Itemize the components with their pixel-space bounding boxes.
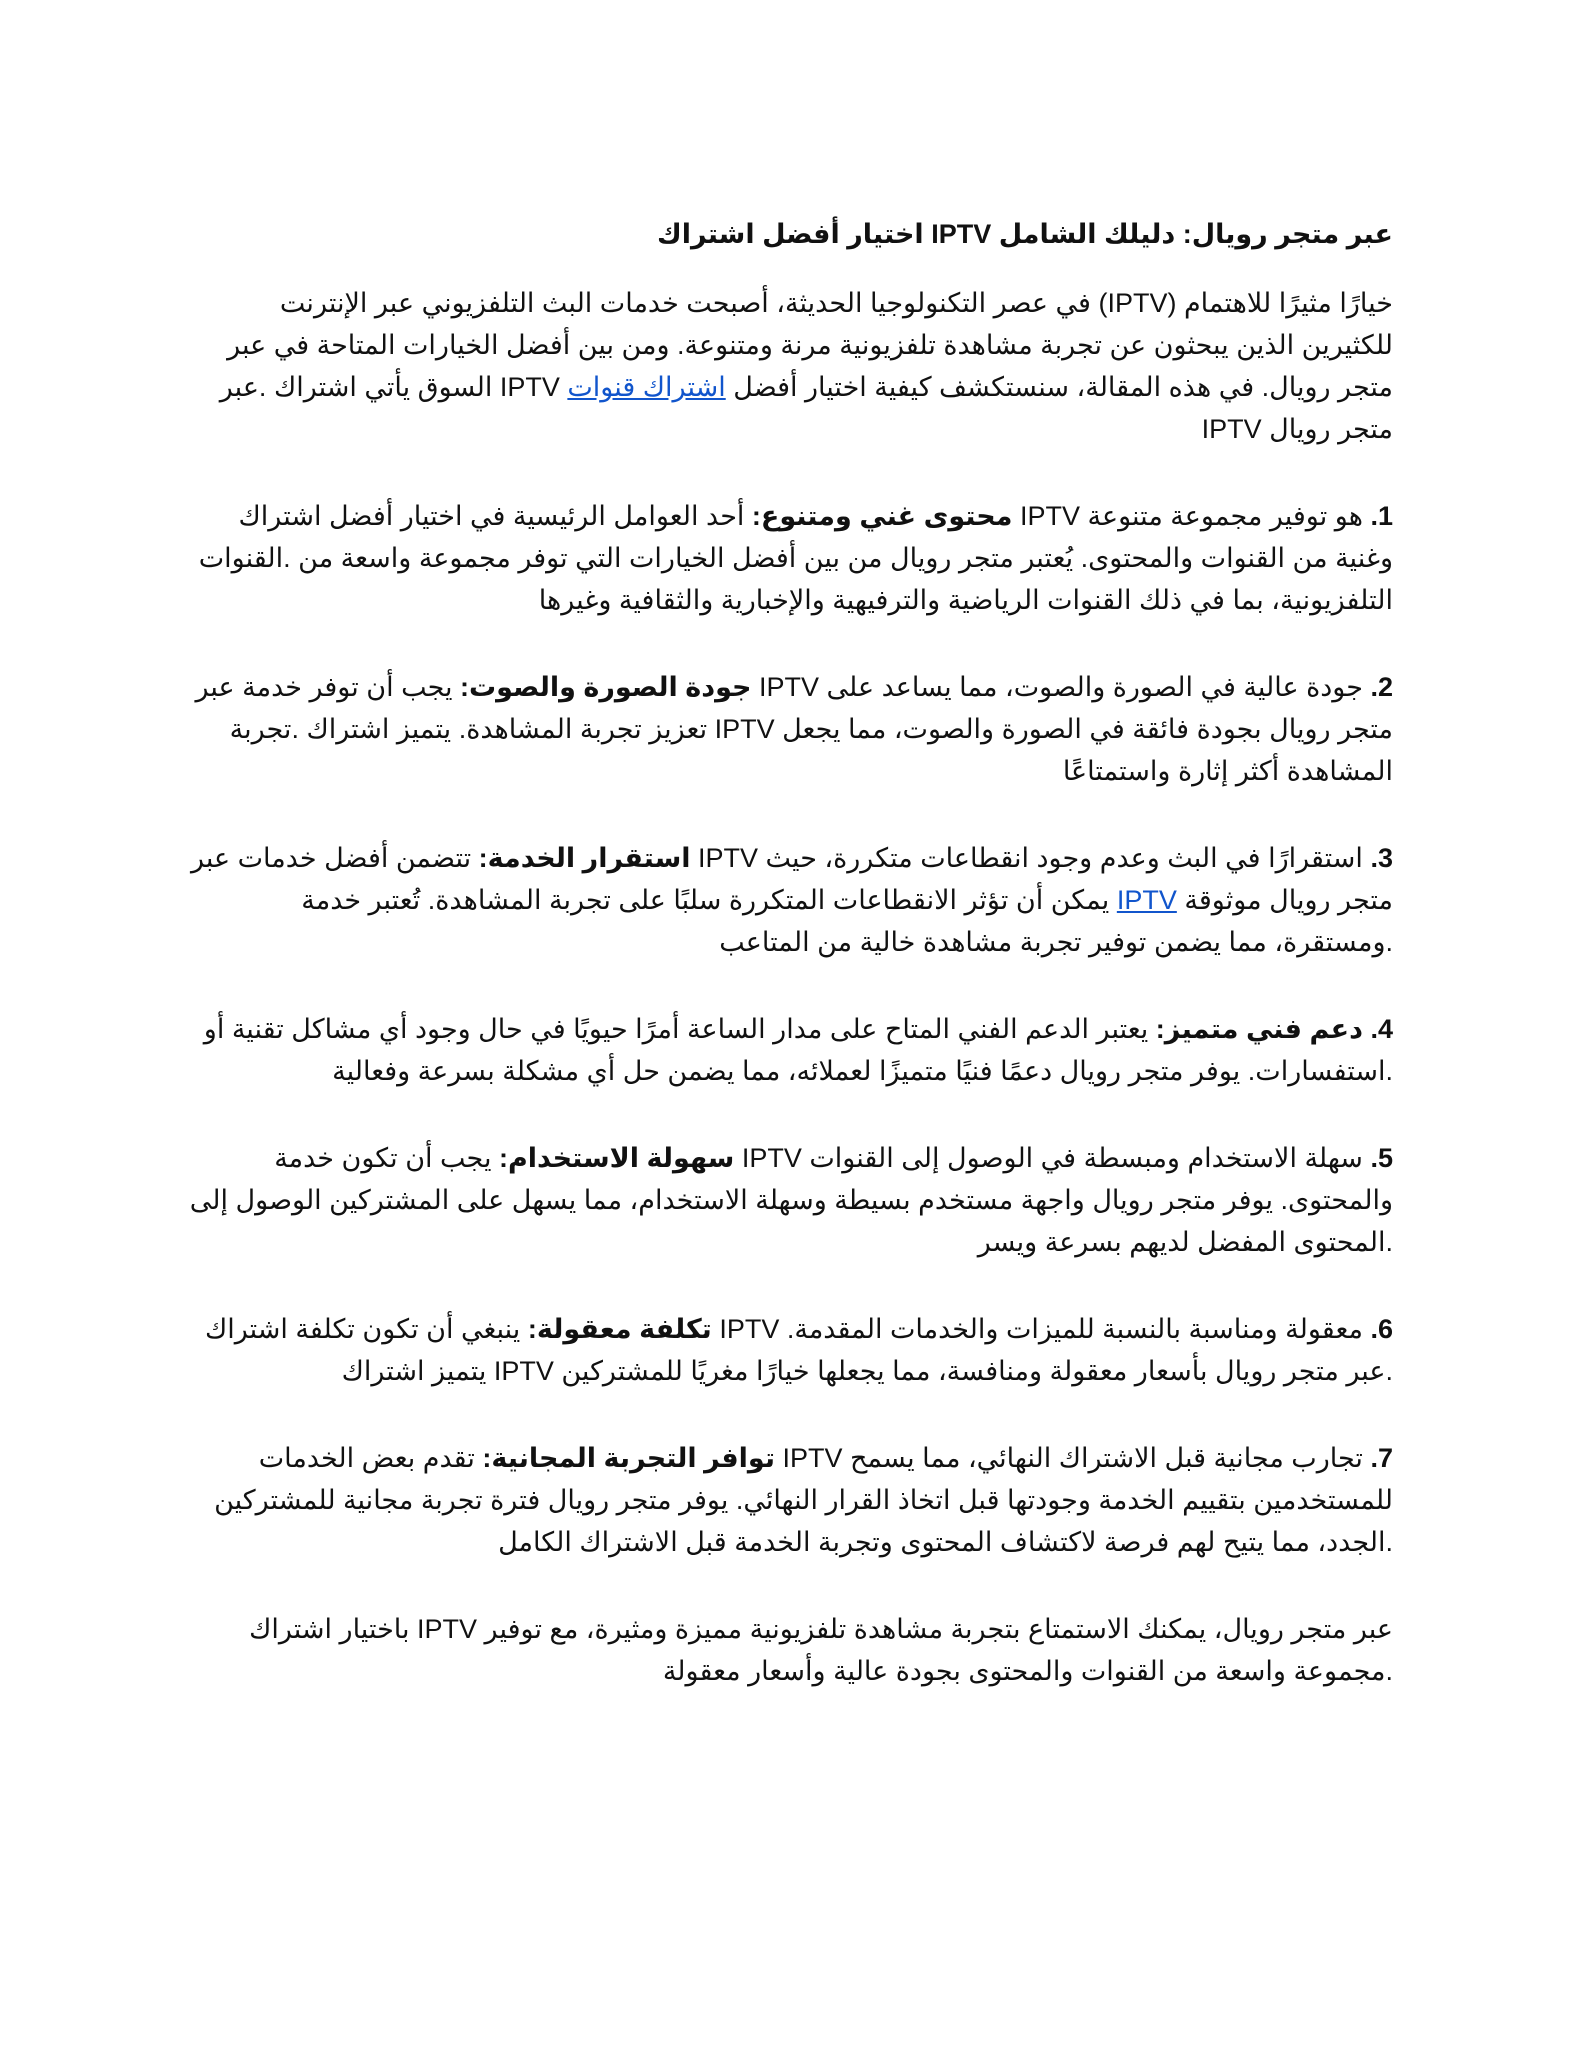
item-text-before: معقولة ومناسبة بالنسبة للميزات والخدمات المقدمة. IPTV [719, 1314, 1363, 1344]
item-term: استقرار الخدمة: [478, 843, 691, 873]
item-text-before: جودة عالية في الصورة والصوت، مما يساعد على IPTV [759, 672, 1363, 702]
item-term: جودة الصورة والصوت: [460, 672, 752, 702]
intro-text-start: خيارًا مثيرًا للاهتمام (IPTV) في عصر التكنولوجيا الحديثة، أصبحت خدمات البث التلفزيوني عبر الإنترنت للكثيرين الذين يبحثون عن تجربة مشاهدة تلفزيونية مرنة ومتنوعة. ومن بين أفضل الخيارات المتاحة في عبر متجر رويال. في هذه المقالة، سنستكشف كيفية اختيار أفضل [227, 288, 1393, 402]
item-number: 3. [1370, 843, 1393, 873]
intro-paragraph [183, 282, 1393, 450]
list-item-3 [183, 837, 1393, 963]
iptv-link[interactable]: IPTV [1116, 885, 1177, 915]
page-title: عبر متجر رويال: دليلك الشامل IPTV اختيار أفضل اشتراك [656, 219, 1393, 249]
item-text-after: ينبغي أن تكون تكلفة اشتراك .عبر متجر رويال بأسعار معقولة ومنافسة، مما يجعلها خيارًا مغريًا للمشتركين IPTV يتميز اشتراك [205, 1314, 1393, 1386]
intro-text-end: IPTV السوق يأتي اشتراك .عبر متجر رويال IPTV [219, 372, 1393, 444]
item-text-before: سهلة الاستخدام ومبسطة في الوصول إلى القنوات IPTV [741, 1143, 1363, 1173]
iptv-subscription-link[interactable]: اشتراك قنوات [567, 372, 726, 402]
item-text-after: يجب أن تكون خدمة والمحتوى. يوفر متجر رويال واجهة مستخدم بسيطة وسهلة الاستخدام، مما يسهل على المشتركين الوصول إلى .المحتوى المفضل لديهم بسرعة ويسر [189, 1143, 1393, 1257]
item-term: تكلفة معقولة: [527, 1314, 712, 1344]
item-text-after: تقدم بعض الخدمات للمستخدمين بتقييم الخدمة وجودتها قبل اتخاذ القرار النهائي. يوفر متجر رويال فترة تجربة مجانية للمشتركين .الجدد، مما يتيح لهم فرصة لاكتشاف المحتوى وتجربة الخدمة قبل الاشتراك الكامل [214, 1443, 1393, 1557]
item-term: محتوى غني ومتنوع: [751, 501, 1013, 531]
item-text-after: أحد العوامل الرئيسية في اختيار أفضل اشتراك وغنية من القنوات والمحتوى. يُعتبر متجر رويال من بين أفضل الخيارات التي توفر مجموعة واسعة من .القنوات التلفزيونية، بما في ذلك القنوات الرياضية والترفيهية والإخبارية والثقافية وغيرها [198, 501, 1393, 615]
document-body [183, 213, 1393, 1737]
item-number: 2. [1370, 672, 1393, 702]
item-text-after: يعتبر الدعم الفني المتاح على مدار الساعة أمرًا حيويًا في حال وجود أي مشاكل تقنية أو .استفسارات. يوفر متجر رويال دعمًا فنيًا متميزًا لعملائه، مما يضمن حل أي مشكلة بسرعة وفعالية [203, 1014, 1393, 1086]
list-item-6 [183, 1308, 1393, 1392]
list-item-2 [183, 666, 1393, 792]
item-text-before: تجارب مجانية قبل الاشتراك النهائي، مما يسمح IPTV [782, 1443, 1363, 1473]
item-term: سهولة الاستخدام: [499, 1143, 735, 1173]
item-term: توافر التجربة المجانية: [482, 1443, 775, 1473]
item-term: دعم فني متميز: [1155, 1014, 1363, 1044]
conclusion-paragraph: عبر متجر رويال، يمكنك الاستمتاع بتجربة مشاهدة تلفزيونية مميزة ومثيرة، مع توفير IPTV باختيار اشتراك .مجموعة واسعة من القنوات والمحتوى بجودة عالية وأسعار معقولة [249, 1614, 1393, 1686]
item-number: 4. [1370, 1014, 1393, 1044]
item-number: 5. [1370, 1143, 1393, 1173]
item-text-before: هو توفير مجموعة متنوعة IPTV [1019, 501, 1363, 531]
item-text-after: تتضمن أفضل خدمات عبر متجر رويال موثوقة [190, 843, 1393, 915]
item-text-after-link: يمكن أن تؤثر الانقطاعات المتكررة سلبًا على تجربة المشاهدة. تُعتبر خدمة .ومستقرة، مما يضمن توفير تجربة مشاهدة خالية من المتاعب [301, 885, 1393, 957]
item-text-after: يجب أن توفر خدمة عبر متجر رويال بجودة فائقة في الصورة والصوت، مما يجعل IPTV تعزيز تجربة المشاهدة. يتميز اشتراك .تجربة المشاهدة أكثر إثارة واستمتاعًا [195, 672, 1393, 786]
item-text-before: استقرارًا في البث وعدم وجود انقطاعات متكررة، حيث IPTV [698, 843, 1363, 873]
item-number: 6. [1370, 1314, 1393, 1344]
item-number: 1. [1370, 501, 1393, 531]
list-item-4 [183, 1008, 1393, 1092]
item-number: 7. [1370, 1443, 1393, 1473]
list-item-7 [183, 1437, 1393, 1563]
list-item-1 [183, 495, 1393, 621]
list-item-5 [183, 1137, 1393, 1263]
